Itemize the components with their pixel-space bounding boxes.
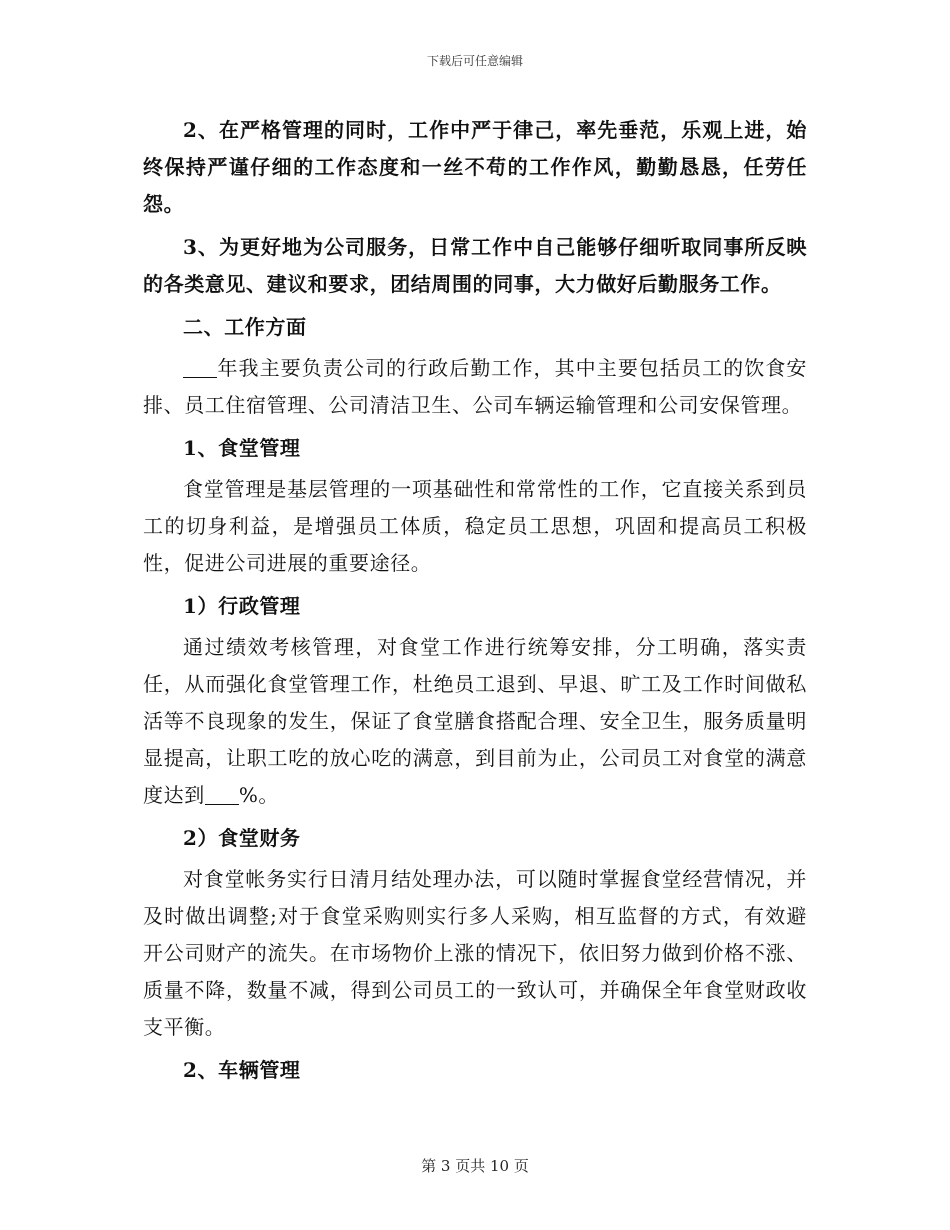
paragraph-service: 3、为更好地为公司服务，日常工作中自己能够仔细听取同事所反映的各类意见、建议和要求，团结周围的同事，大力做好后勤服务工作。 [143, 235, 807, 296]
section-heading-vehicle: 2、车辆管理 [183, 1058, 301, 1082]
paragraph-self-discipline: 2、在严格管理的同时，工作中严于律己，率先垂范，乐观上进，始终保持严谨仔细的工作态度和一丝不苟的工作作风，勤勤恳恳，任劳任怨。 [143, 118, 807, 216]
section-heading-work: 二、工作方面 [183, 315, 307, 339]
page-footer: 第 3 页共 10 页 [421, 1157, 529, 1175]
section-heading-canteen: 1、食堂管理 [183, 436, 301, 460]
paragraph-finance: 对食堂帐务实行日清月结处理办法，可以随时掌握食堂经营情况，并及时做出调整;对于食堂采购则实行多人采购，相互监督的方式，有效避开公司财产的流失。在市场物价上涨的情况下，依旧努力做到价格不涨、质量不降，数量不减，得到公司员工的一致认可，并确保全年食堂财政收支平衡。 [143, 867, 807, 1039]
paragraph-admin-text: 通过绩效考核管理，对食堂工作进行统筹安排，分工明确，落实责任，从而强化食堂管理工作，杜绝员工退到、早退、旷工及工作时间做私活等不良现象的发生，保证了食堂膳食搭配合理、安全卫生，服务质量明显提高，让职工吃的放心吃的满意，到目前为止，公司员工对食堂的满意度达到 [143, 635, 807, 807]
page-header: 下载后可任意编辑 [426, 54, 523, 68]
document-body [143, 112, 807, 1093]
year-blank [183, 357, 217, 378]
subheading-finance: 2）食堂财务 [183, 826, 301, 850]
percent-sign: %。 [238, 783, 280, 807]
paragraph-work-overview-text: 年我主要负责公司的行政后勤工作，其中主要包括员工的饮食安排、员工住宿管理、公司清洁卫生、公司车辆运输管理和公司安保管理。 [143, 356, 807, 417]
percent-blank [205, 784, 239, 805]
paragraph-work-overview [143, 350, 807, 424]
paragraph-admin [143, 629, 807, 814]
subheading-admin: 1）行政管理 [183, 594, 301, 618]
paragraph-canteen-intro: 食堂管理是基层管理的一项基础性和常常性的工作，它直接关系到员工的切身利益，是增强员工体质，稳定员工思想，巩固和提高员工积极性，促进公司进展的重要途径。 [143, 477, 807, 575]
